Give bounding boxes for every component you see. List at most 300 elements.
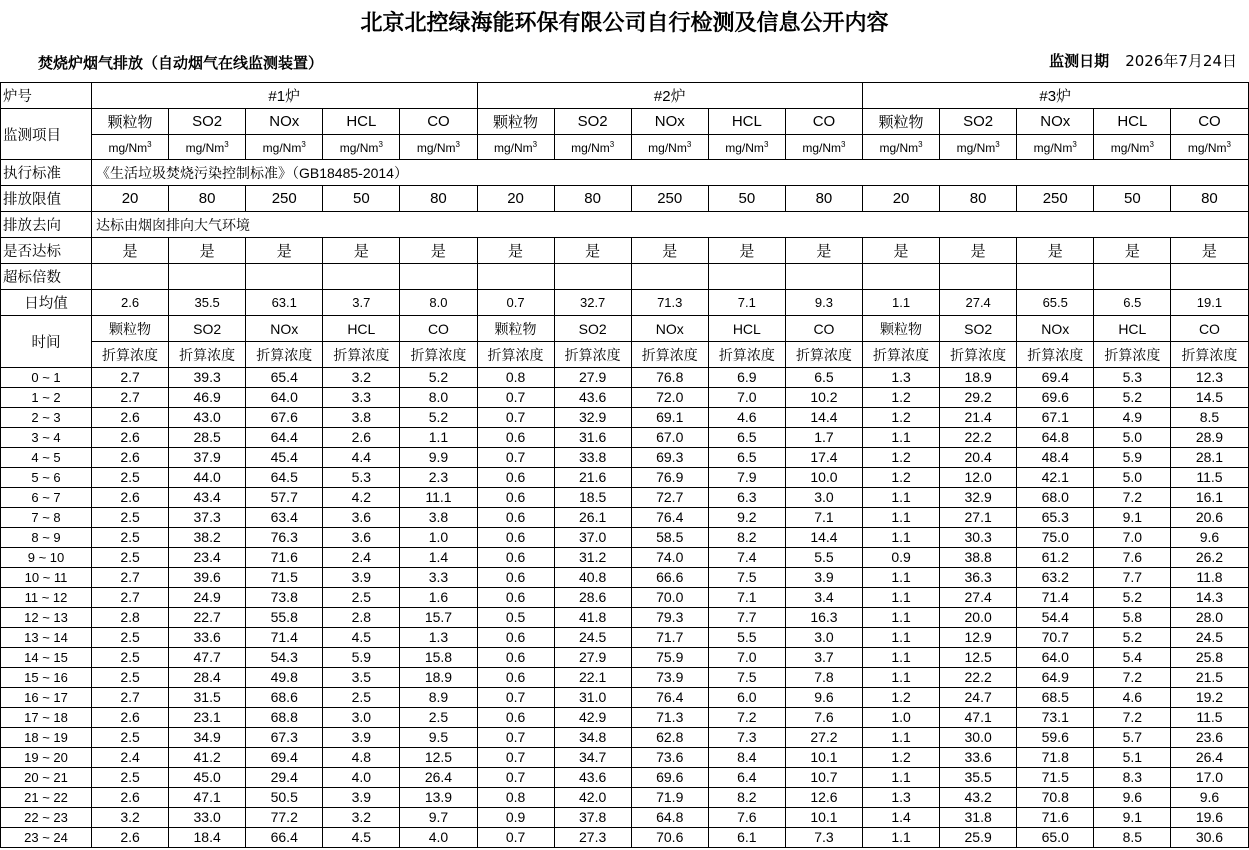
value-cell: 64.9 xyxy=(1017,668,1094,688)
time-cell: 10 ~ 11 xyxy=(1,568,92,588)
value-cell: 24.5 xyxy=(1171,628,1248,648)
unit-superscript: 3 xyxy=(301,139,306,149)
value-cell: 6.1 xyxy=(708,828,785,848)
value-cell: 2.5 xyxy=(92,648,169,668)
exceed-label: 超标倍数 xyxy=(1,264,92,290)
value-cell: 2.5 xyxy=(92,668,169,688)
value-cell: 1.1 xyxy=(863,568,940,588)
unit-superscript: 3 xyxy=(918,139,923,149)
value-cell: 8.9 xyxy=(400,688,477,708)
value-cell: 9.6 xyxy=(785,688,862,708)
value-cell: 6.9 xyxy=(708,368,785,388)
value-cell: 27.4 xyxy=(940,588,1017,608)
exceed-value xyxy=(1094,264,1171,290)
value-cell: 70.0 xyxy=(631,588,708,608)
direction-label: 排放去向 xyxy=(1,212,92,238)
value-cell: 32.9 xyxy=(554,408,631,428)
value-cell: 5.2 xyxy=(1094,588,1171,608)
value-cell: 77.2 xyxy=(246,808,323,828)
emission-table xyxy=(0,82,1249,848)
value-cell: 3.0 xyxy=(323,708,400,728)
value-cell: 7.7 xyxy=(1094,568,1171,588)
value-cell: 19.6 xyxy=(1171,808,1248,828)
time-cell: 18 ~ 19 xyxy=(1,728,92,748)
pollutant-header: NOx xyxy=(631,109,708,135)
value-cell: 45.4 xyxy=(246,448,323,468)
value-cell: 3.9 xyxy=(785,568,862,588)
value-cell: 65.4 xyxy=(246,368,323,388)
value-cell: 21.5 xyxy=(1171,668,1248,688)
value-cell: 6.0 xyxy=(708,688,785,708)
value-cell: 20.0 xyxy=(940,608,1017,628)
value-cell: 1.4 xyxy=(863,808,940,828)
table-row xyxy=(1,608,1249,628)
pollutant-subheader: CO xyxy=(400,316,477,342)
unit-superscript: 3 xyxy=(686,139,692,149)
value-cell: 7.6 xyxy=(785,708,862,728)
value-cell: 7.6 xyxy=(1094,548,1171,568)
value-cell: 5.4 xyxy=(1094,648,1171,668)
report-title: 北京北控绿海能环保有限公司自行检测及信息公开内容 xyxy=(360,10,889,36)
table-row xyxy=(1,588,1249,608)
value-cell: 39.6 xyxy=(169,568,246,588)
limit-value: 80 xyxy=(169,186,246,212)
time-cell: 17 ~ 18 xyxy=(1,708,92,728)
value-cell: 0.8 xyxy=(477,788,554,808)
value-cell: 71.6 xyxy=(246,548,323,568)
daily-avg-value: 7.1 xyxy=(708,290,785,316)
value-cell: 47.7 xyxy=(169,648,246,668)
conc-label: 折算浓度 xyxy=(940,342,1017,368)
value-cell: 1.3 xyxy=(863,788,940,808)
table-row xyxy=(1,808,1249,828)
value-cell: 3.0 xyxy=(785,488,862,508)
value-cell: 4.4 xyxy=(323,448,400,468)
value-cell: 3.9 xyxy=(323,568,400,588)
value-cell: 18.9 xyxy=(940,368,1017,388)
table-row xyxy=(1,668,1249,688)
value-cell: 64.5 xyxy=(246,468,323,488)
value-cell: 1.1 xyxy=(863,628,940,648)
value-cell: 2.7 xyxy=(92,568,169,588)
value-cell: 1.6 xyxy=(400,588,477,608)
compliant-value: 是 xyxy=(92,238,169,264)
value-cell: 69.1 xyxy=(631,408,708,428)
pollutant-header: SO2 xyxy=(169,109,246,135)
value-cell: 4.0 xyxy=(323,768,400,788)
table-row xyxy=(1,788,1249,808)
value-cell: 5.3 xyxy=(323,468,400,488)
value-cell: 1.2 xyxy=(863,748,940,768)
value-cell: 36.3 xyxy=(940,568,1017,588)
unit-text: mg/Nm xyxy=(108,140,148,155)
value-cell: 28.5 xyxy=(169,428,246,448)
compliant-value: 是 xyxy=(1017,238,1094,264)
time-cell: 11 ~ 12 xyxy=(1,588,92,608)
value-cell: 0.6 xyxy=(477,628,554,648)
value-cell: 49.8 xyxy=(246,668,323,688)
standard-text: 《生活垃圾焚烧污染控制标准》（GB18485-2014） xyxy=(92,160,1249,186)
value-cell: 67.0 xyxy=(631,428,708,448)
exceed-row xyxy=(1,264,1249,290)
value-cell: 1.1 xyxy=(863,828,940,848)
unit-text: mg/Nm xyxy=(493,140,533,155)
value-cell: 75.0 xyxy=(1017,528,1094,548)
time-cell: 2 ~ 3 xyxy=(1,408,92,428)
time-cell: 7 ~ 8 xyxy=(1,508,92,528)
value-cell: 69.3 xyxy=(631,448,708,468)
limit-value: 80 xyxy=(554,186,631,212)
unit-row xyxy=(1,135,1249,160)
value-cell: 0.6 xyxy=(477,548,554,568)
value-cell: 2.6 xyxy=(92,788,169,808)
value-cell: 7.1 xyxy=(708,588,785,608)
value-cell: 8.2 xyxy=(708,788,785,808)
exceed-value xyxy=(323,264,400,290)
time-cell: 4 ~ 5 xyxy=(1,448,92,468)
value-cell: 70.7 xyxy=(1017,628,1094,648)
value-cell: 42.9 xyxy=(554,708,631,728)
unit-cell xyxy=(477,135,554,160)
value-cell: 46.9 xyxy=(169,388,246,408)
pollutant-header: SO2 xyxy=(940,109,1017,135)
time-cell: 13 ~ 14 xyxy=(1,628,92,648)
value-cell: 0.7 xyxy=(477,388,554,408)
value-cell: 2.7 xyxy=(92,588,169,608)
value-cell: 1.2 xyxy=(863,388,940,408)
limit-value: 20 xyxy=(863,186,940,212)
value-cell: 5.1 xyxy=(1094,748,1171,768)
value-cell: 69.6 xyxy=(631,768,708,788)
exceed-value xyxy=(1171,264,1248,290)
value-cell: 11.5 xyxy=(1171,468,1248,488)
value-cell: 54.4 xyxy=(1017,608,1094,628)
value-cell: 28.6 xyxy=(554,588,631,608)
value-cell: 27.9 xyxy=(554,368,631,388)
value-cell: 64.0 xyxy=(246,388,323,408)
value-cell: 0.6 xyxy=(477,468,554,488)
value-cell: 33.8 xyxy=(554,448,631,468)
value-cell: 12.5 xyxy=(940,648,1017,668)
pollutant-header: SO2 xyxy=(554,109,631,135)
value-cell: 1.3 xyxy=(863,368,940,388)
unit-text: mg/Nm xyxy=(416,140,456,155)
value-cell: 0.7 xyxy=(477,828,554,848)
value-cell: 73.9 xyxy=(631,668,708,688)
pollutant-header: 颗粒物 xyxy=(863,109,940,135)
value-cell: 7.3 xyxy=(785,828,862,848)
value-cell: 5.3 xyxy=(1094,368,1171,388)
value-cell: 5.7 xyxy=(1094,728,1171,748)
value-cell: 3.9 xyxy=(323,728,400,748)
value-cell: 4.8 xyxy=(323,748,400,768)
compliant-value: 是 xyxy=(1094,238,1171,264)
value-cell: 5.5 xyxy=(785,548,862,568)
value-cell: 69.4 xyxy=(246,748,323,768)
value-cell: 5.8 xyxy=(1094,608,1171,628)
unit-cell xyxy=(631,135,708,160)
unit-superscript: 3 xyxy=(1226,139,1231,149)
value-cell: 2.6 xyxy=(92,448,169,468)
daily-avg-value: 63.1 xyxy=(246,290,323,316)
value-cell: 4.5 xyxy=(323,828,400,848)
table-row xyxy=(1,708,1249,728)
table-row xyxy=(1,828,1249,848)
value-cell: 27.1 xyxy=(940,508,1017,528)
conc-label: 折算浓度 xyxy=(246,342,323,368)
pollutant-subheader: 颗粒物 xyxy=(477,316,554,342)
value-cell: 31.0 xyxy=(554,688,631,708)
value-cell: 27.9 xyxy=(554,648,631,668)
pollutant-subheader: CO xyxy=(785,316,862,342)
value-cell: 1.7 xyxy=(785,428,862,448)
value-cell: 48.4 xyxy=(1017,448,1094,468)
conc-label: 折算浓度 xyxy=(92,342,169,368)
value-cell: 22.2 xyxy=(940,428,1017,448)
value-cell: 69.6 xyxy=(1017,388,1094,408)
value-cell: 5.0 xyxy=(1094,468,1171,488)
value-cell: 50.5 xyxy=(246,788,323,808)
limit-value: 50 xyxy=(708,186,785,212)
value-cell: 17.0 xyxy=(1171,768,1248,788)
compliant-value: 是 xyxy=(785,238,862,264)
conc-label: 折算浓度 xyxy=(1094,342,1171,368)
value-cell: 75.9 xyxy=(631,648,708,668)
value-cell: 1.1 xyxy=(863,588,940,608)
value-cell: 2.6 xyxy=(92,828,169,848)
value-cell: 71.4 xyxy=(246,628,323,648)
table-row xyxy=(1,768,1249,788)
value-cell: 47.1 xyxy=(940,708,1017,728)
compliant-value: 是 xyxy=(323,238,400,264)
value-cell: 1.1 xyxy=(863,768,940,788)
value-cell: 16.1 xyxy=(1171,488,1248,508)
value-cell: 2.4 xyxy=(323,548,400,568)
value-cell: 43.4 xyxy=(169,488,246,508)
value-cell: 27.2 xyxy=(785,728,862,748)
value-cell: 1.3 xyxy=(400,628,477,648)
limit-value: 250 xyxy=(246,186,323,212)
value-cell: 9.7 xyxy=(400,808,477,828)
conc-label: 折算浓度 xyxy=(785,342,862,368)
daily-avg-value: 2.6 xyxy=(92,290,169,316)
value-cell: 73.8 xyxy=(246,588,323,608)
value-cell: 3.7 xyxy=(785,648,862,668)
value-cell: 29.2 xyxy=(940,388,1017,408)
value-cell: 64.0 xyxy=(1017,648,1094,668)
unit-cell xyxy=(246,135,323,160)
table-row xyxy=(1,488,1249,508)
value-cell: 1.1 xyxy=(863,608,940,628)
value-cell: 1.1 xyxy=(863,428,940,448)
conc-label: 折算浓度 xyxy=(169,342,246,368)
value-cell: 3.5 xyxy=(323,668,400,688)
furnace-header: #1炉 xyxy=(92,83,478,109)
value-cell: 5.9 xyxy=(1094,448,1171,468)
value-cell: 0.7 xyxy=(477,688,554,708)
value-cell: 61.2 xyxy=(1017,548,1094,568)
table-row xyxy=(1,748,1249,768)
value-cell: 0.6 xyxy=(477,648,554,668)
value-cell: 34.8 xyxy=(554,728,631,748)
time-cell: 3 ~ 4 xyxy=(1,428,92,448)
unit-superscript: 3 xyxy=(609,139,615,149)
time-cell: 21 ~ 22 xyxy=(1,788,92,808)
unit-text: mg/Nm xyxy=(802,140,842,155)
date-value: 2026年7月24日 xyxy=(1125,52,1237,70)
value-cell: 22.2 xyxy=(940,668,1017,688)
value-cell: 68.5 xyxy=(1017,688,1094,708)
limit-value: 50 xyxy=(1094,186,1171,212)
unit-cell xyxy=(323,135,400,160)
value-cell: 2.4 xyxy=(92,748,169,768)
conc-label: 折算浓度 xyxy=(631,342,708,368)
daily-avg-row xyxy=(1,290,1249,316)
value-cell: 9.5 xyxy=(400,728,477,748)
value-cell: 30.0 xyxy=(940,728,1017,748)
value-cell: 2.6 xyxy=(92,708,169,728)
value-cell: 7.0 xyxy=(708,648,785,668)
unit-cell xyxy=(400,135,477,160)
value-cell: 72.7 xyxy=(631,488,708,508)
daily-avg-value: 19.1 xyxy=(1171,290,1248,316)
value-cell: 28.9 xyxy=(1171,428,1248,448)
value-cell: 4.0 xyxy=(400,828,477,848)
value-cell: 7.1 xyxy=(785,508,862,528)
limit-value: 80 xyxy=(785,186,862,212)
value-cell: 67.3 xyxy=(246,728,323,748)
value-cell: 71.7 xyxy=(631,628,708,648)
value-cell: 5.9 xyxy=(323,648,400,668)
value-cell: 0.7 xyxy=(477,728,554,748)
value-cell: 3.8 xyxy=(400,508,477,528)
unit-text: mg/Nm xyxy=(725,140,764,155)
compliant-value: 是 xyxy=(1171,238,1248,264)
value-cell: 76.8 xyxy=(631,368,708,388)
value-cell: 21.6 xyxy=(554,468,631,488)
value-cell: 2.5 xyxy=(92,528,169,548)
table-row xyxy=(1,728,1249,748)
item-label: 监测项目 xyxy=(1,109,92,160)
value-cell: 58.5 xyxy=(631,528,708,548)
value-cell: 32.9 xyxy=(940,488,1017,508)
value-cell: 4.6 xyxy=(1094,688,1171,708)
limit-row xyxy=(1,186,1249,212)
value-cell: 3.2 xyxy=(323,808,400,828)
value-cell: 7.2 xyxy=(1094,708,1171,728)
value-cell: 18.4 xyxy=(169,828,246,848)
value-cell: 67.6 xyxy=(246,408,323,428)
value-cell: 1.2 xyxy=(863,688,940,708)
value-cell: 24.5 xyxy=(554,628,631,648)
exceed-value xyxy=(400,264,477,290)
value-cell: 0.6 xyxy=(477,508,554,528)
value-cell: 8.5 xyxy=(1171,408,1248,428)
value-cell: 55.8 xyxy=(246,608,323,628)
value-cell: 74.0 xyxy=(631,548,708,568)
value-cell: 0.6 xyxy=(477,568,554,588)
value-cell: 22.1 xyxy=(554,668,631,688)
value-cell: 9.6 xyxy=(1171,528,1248,548)
value-cell: 5.2 xyxy=(400,368,477,388)
conc-label: 折算浓度 xyxy=(554,342,631,368)
table-row xyxy=(1,388,1249,408)
daily-avg-label: 日均值 xyxy=(1,290,92,316)
value-cell: 9.6 xyxy=(1171,788,1248,808)
time-cell: 1 ~ 2 xyxy=(1,388,92,408)
table-row xyxy=(1,428,1249,448)
conc-label: 折算浓度 xyxy=(400,342,477,368)
unit-text: mg/Nm xyxy=(571,140,610,155)
value-cell: 1.2 xyxy=(863,408,940,428)
value-cell: 0.5 xyxy=(477,608,554,628)
value-cell: 8.0 xyxy=(400,388,477,408)
compliant-row xyxy=(1,238,1249,264)
value-cell: 34.9 xyxy=(169,728,246,748)
pollutant-subheader: HCL xyxy=(708,316,785,342)
time-cell: 20 ~ 21 xyxy=(1,768,92,788)
value-cell: 23.6 xyxy=(1171,728,1248,748)
value-cell: 6.3 xyxy=(708,488,785,508)
value-cell: 28.0 xyxy=(1171,608,1248,628)
unit-text: mg/Nm xyxy=(879,140,919,155)
value-cell: 8.4 xyxy=(708,748,785,768)
pollutant-header: HCL xyxy=(1094,109,1171,135)
value-cell: 3.2 xyxy=(92,808,169,828)
value-cell: 0.7 xyxy=(477,408,554,428)
value-cell: 37.8 xyxy=(554,808,631,828)
value-cell: 3.8 xyxy=(323,408,400,428)
unit-text: mg/Nm xyxy=(1110,140,1150,155)
table-row xyxy=(1,688,1249,708)
value-cell: 7.5 xyxy=(708,668,785,688)
value-cell: 2.7 xyxy=(92,688,169,708)
value-cell: 1.1 xyxy=(863,728,940,748)
daily-avg-value: 65.5 xyxy=(1017,290,1094,316)
exceed-value xyxy=(940,264,1017,290)
value-cell: 54.3 xyxy=(246,648,323,668)
time-cell: 22 ~ 23 xyxy=(1,808,92,828)
unit-cell xyxy=(169,135,246,160)
value-cell: 12.3 xyxy=(1171,368,1248,388)
value-cell: 28.1 xyxy=(1171,448,1248,468)
value-cell: 68.0 xyxy=(1017,488,1094,508)
unit-superscript: 3 xyxy=(1149,139,1154,149)
value-cell: 76.4 xyxy=(631,688,708,708)
value-cell: 10.0 xyxy=(785,468,862,488)
daily-avg-value: 32.7 xyxy=(554,290,631,316)
table-row xyxy=(1,468,1249,488)
value-cell: 2.3 xyxy=(400,468,477,488)
pollutant-header: CO xyxy=(785,109,862,135)
compliant-value: 是 xyxy=(169,238,246,264)
unit-superscript: 3 xyxy=(147,139,152,149)
value-cell: 7.2 xyxy=(708,708,785,728)
value-cell: 22.7 xyxy=(169,608,246,628)
value-cell: 70.8 xyxy=(1017,788,1094,808)
pollutant-header: HCL xyxy=(323,109,400,135)
time-label: 时间 xyxy=(1,316,92,368)
value-cell: 21.4 xyxy=(940,408,1017,428)
value-cell: 73.1 xyxy=(1017,708,1094,728)
pollutant-header: 颗粒物 xyxy=(92,109,169,135)
value-cell: 62.8 xyxy=(631,728,708,748)
value-cell: 5.2 xyxy=(1094,628,1171,648)
value-cell: 71.3 xyxy=(631,708,708,728)
value-cell: 8.2 xyxy=(708,528,785,548)
value-cell: 39.3 xyxy=(169,368,246,388)
value-cell: 5.2 xyxy=(1094,388,1171,408)
